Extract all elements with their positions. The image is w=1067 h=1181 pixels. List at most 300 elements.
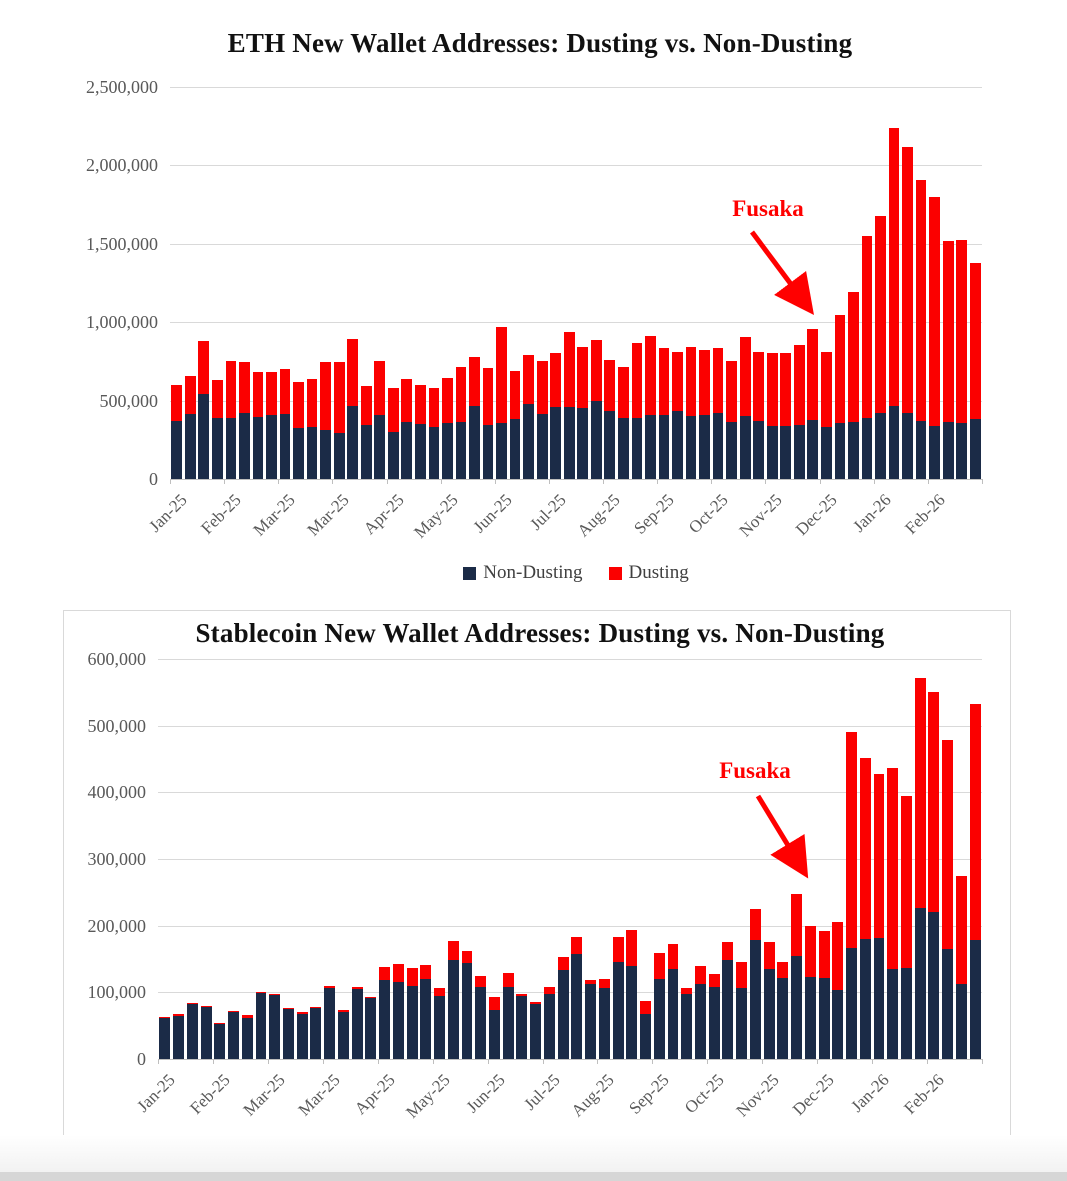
bar-segment-non-dusting bbox=[889, 406, 900, 479]
bar-segment-non-dusting bbox=[269, 994, 280, 1059]
x-tick-label: Mar-25 bbox=[303, 490, 354, 540]
bar-segment-dusting bbox=[253, 372, 264, 417]
x-tick-label: Jan-25 bbox=[133, 1070, 179, 1116]
bar-segment-non-dusting bbox=[956, 423, 967, 479]
bar-segment-dusting bbox=[942, 740, 953, 949]
bar-segment-non-dusting bbox=[722, 960, 733, 1059]
bar-segment-non-dusting bbox=[537, 414, 548, 479]
bar-segment-non-dusting bbox=[571, 954, 582, 1059]
bar-segment-non-dusting bbox=[434, 996, 445, 1059]
bar-segment-non-dusting bbox=[253, 417, 264, 479]
bar-segment-dusting bbox=[887, 768, 898, 969]
stablecoin-fusaka-arrow-icon bbox=[748, 790, 818, 885]
bar-segment-non-dusting bbox=[767, 426, 778, 479]
bar-segment-dusting bbox=[780, 353, 791, 427]
x-axis-line bbox=[170, 479, 982, 480]
bar-segment-non-dusting bbox=[159, 1018, 170, 1059]
x-tick-label: Jul-25 bbox=[526, 490, 570, 534]
bar-segment-non-dusting bbox=[187, 1004, 198, 1059]
bar-segment-dusting bbox=[407, 968, 418, 985]
bar-segment-dusting bbox=[821, 352, 832, 427]
bar-segment-dusting bbox=[503, 973, 514, 987]
bar-segment-dusting bbox=[415, 385, 426, 424]
bar-segment-non-dusting bbox=[239, 413, 250, 479]
bar-segment-dusting bbox=[297, 1012, 308, 1013]
bar-segment-non-dusting bbox=[489, 1010, 500, 1059]
stablecoin-chart-title: Stablecoin New Wallet Addresses: Dusting vs. Non-Dusting bbox=[195, 618, 885, 648]
bar-segment-dusting bbox=[239, 362, 250, 413]
y-tick-label: 500,000 bbox=[99, 390, 158, 411]
bar-segment-dusting bbox=[320, 362, 331, 430]
stablecoin-chart bbox=[0, 600, 1067, 1181]
x-tick-label: Nov-25 bbox=[736, 490, 787, 541]
bar-segment-dusting bbox=[791, 894, 802, 955]
x-axis-tick bbox=[874, 479, 875, 484]
bar-segment-non-dusting bbox=[226, 418, 237, 479]
bar-segment-non-dusting bbox=[835, 423, 846, 479]
bar-segment-non-dusting bbox=[794, 425, 805, 479]
bar-segment-non-dusting bbox=[401, 422, 412, 479]
bar-segment-non-dusting bbox=[293, 428, 304, 479]
x-tick-label: Jan-25 bbox=[145, 490, 191, 536]
bar-segment-non-dusting bbox=[374, 415, 385, 479]
x-tick-label: May-25 bbox=[409, 490, 462, 542]
bar-segment-dusting bbox=[187, 1003, 198, 1004]
bar-segment-non-dusting bbox=[750, 940, 761, 1059]
stablecoin-fusaka-annotation: Fusaka bbox=[719, 758, 791, 783]
bar-segment-dusting bbox=[171, 385, 182, 421]
bar-segment-non-dusting bbox=[448, 960, 459, 1059]
bar-segment-non-dusting bbox=[874, 938, 885, 1059]
bar-segment-non-dusting bbox=[753, 421, 764, 479]
bar-segment-non-dusting bbox=[887, 969, 898, 1059]
x-tick-label: Apr-25 bbox=[350, 1070, 399, 1119]
bar-segment-dusting bbox=[699, 350, 710, 415]
bar-segment-dusting bbox=[361, 386, 372, 424]
bar-segment-non-dusting bbox=[324, 988, 335, 1059]
bar-segment-non-dusting bbox=[659, 415, 670, 479]
bar-segment-non-dusting bbox=[736, 988, 747, 1059]
bar-segment-dusting bbox=[753, 352, 764, 421]
bar-segment-dusting bbox=[334, 362, 345, 433]
bar-segment-non-dusting bbox=[503, 987, 514, 1059]
bar-segment-dusting bbox=[530, 1002, 541, 1003]
bar-segment-dusting bbox=[686, 347, 697, 417]
bar-segment-dusting bbox=[293, 382, 304, 428]
bar-segment-dusting bbox=[726, 361, 737, 422]
bar-segment-non-dusting bbox=[699, 415, 710, 479]
bar-segment-non-dusting bbox=[901, 968, 912, 1059]
bar-segment-dusting bbox=[489, 997, 500, 1010]
x-tick-label: Feb-25 bbox=[186, 1070, 234, 1118]
bar-segment-dusting bbox=[374, 361, 385, 416]
bar-segment-dusting bbox=[889, 128, 900, 407]
bar-segment-non-dusting bbox=[821, 427, 832, 479]
bar-segment-non-dusting bbox=[645, 415, 656, 479]
bar-segment-dusting bbox=[672, 352, 683, 410]
bar-segment-dusting bbox=[722, 942, 733, 959]
bar-segment-non-dusting bbox=[695, 984, 706, 1059]
bar-segment-dusting bbox=[956, 876, 967, 984]
bar-segment-dusting bbox=[902, 147, 913, 414]
x-axis-tick bbox=[982, 1059, 983, 1064]
bar-segment-non-dusting bbox=[310, 1008, 321, 1059]
bar-segment-dusting bbox=[448, 941, 459, 960]
bar-segment-dusting bbox=[338, 1010, 349, 1012]
bar-segment-dusting bbox=[442, 378, 453, 423]
bar-segment-dusting bbox=[185, 376, 196, 414]
bar-segment-dusting bbox=[659, 348, 670, 415]
bar-segment-dusting bbox=[365, 997, 376, 998]
x-axis-tick bbox=[224, 479, 225, 484]
bar-segment-non-dusting bbox=[550, 407, 561, 479]
bar-segment-dusting bbox=[585, 980, 596, 984]
bar-segment-dusting bbox=[537, 361, 548, 414]
bar-segment-non-dusting bbox=[462, 963, 473, 1059]
bar-segment-dusting bbox=[654, 953, 665, 979]
gridline bbox=[170, 87, 982, 88]
eth-chart-title: ETH New Wallet Addresses: Dusting vs. Non-Dusting bbox=[227, 28, 853, 58]
bar-segment-non-dusting bbox=[483, 425, 494, 479]
bar-segment-non-dusting bbox=[807, 420, 818, 479]
x-tick-label: Jul-25 bbox=[519, 1070, 564, 1114]
bar-segment-dusting bbox=[429, 388, 440, 427]
x-tick-label: Feb-25 bbox=[197, 490, 245, 538]
bar-segment-non-dusting bbox=[713, 413, 724, 479]
bar-segment-non-dusting bbox=[613, 962, 624, 1059]
x-tick-label: Jan-26 bbox=[847, 1070, 893, 1116]
bar-segment-dusting bbox=[283, 1008, 294, 1009]
gridline bbox=[170, 401, 982, 402]
bar-segment-dusting bbox=[434, 988, 445, 996]
gridline bbox=[158, 726, 982, 727]
bar-segment-non-dusting bbox=[777, 978, 788, 1059]
gridline bbox=[170, 322, 982, 323]
x-axis-tick bbox=[597, 1059, 598, 1064]
bar-segment-non-dusting bbox=[780, 426, 791, 479]
bar-segment-dusting bbox=[709, 974, 720, 987]
y-tick-label: 2,500,000 bbox=[86, 77, 158, 97]
bar-segment-non-dusting bbox=[558, 970, 569, 1059]
eth-legend-label-non-dusting: Non-Dusting bbox=[483, 562, 583, 583]
bar-segment-non-dusting bbox=[832, 990, 843, 1059]
eth-legend bbox=[170, 562, 982, 584]
bar-segment-non-dusting bbox=[420, 979, 431, 1059]
bar-segment-dusting bbox=[475, 976, 486, 987]
gridline bbox=[158, 992, 982, 993]
bar-segment-non-dusting bbox=[709, 987, 720, 1059]
bar-segment-non-dusting bbox=[681, 994, 692, 1059]
gridline bbox=[158, 859, 982, 860]
bar-segment-dusting bbox=[740, 337, 751, 416]
bar-segment-dusting bbox=[420, 965, 431, 979]
bar-segment-non-dusting bbox=[544, 994, 555, 1059]
bar-segment-dusting bbox=[201, 1006, 212, 1007]
bar-segment-non-dusting bbox=[365, 998, 376, 1059]
bar-segment-dusting bbox=[523, 355, 534, 404]
bar-segment-dusting bbox=[777, 962, 788, 978]
bar-segment-dusting bbox=[681, 988, 692, 993]
bar-segment-non-dusting bbox=[228, 1012, 239, 1059]
page-bottom-strip bbox=[0, 1172, 1067, 1181]
bar-segment-non-dusting bbox=[916, 421, 927, 479]
bar-segment-dusting bbox=[846, 732, 857, 948]
bar-segment-non-dusting bbox=[173, 1016, 184, 1059]
eth-legend-item-non-dusting bbox=[463, 562, 582, 584]
bar-segment-dusting bbox=[848, 292, 859, 423]
x-axis-tick bbox=[543, 1059, 544, 1064]
bar-segment-dusting bbox=[928, 692, 939, 911]
bar-segment-non-dusting bbox=[307, 427, 318, 479]
bar-segment-non-dusting bbox=[764, 969, 775, 1059]
x-axis-tick bbox=[928, 479, 929, 484]
bar-segment-dusting bbox=[929, 197, 940, 426]
bar-segment-dusting bbox=[266, 372, 277, 416]
bar-segment-non-dusting bbox=[516, 996, 527, 1059]
x-axis-tick bbox=[268, 1059, 269, 1064]
bar-segment-dusting bbox=[159, 1017, 170, 1018]
bar-segment-dusting bbox=[280, 369, 291, 414]
x-tick-label: Feb-26 bbox=[900, 1070, 948, 1118]
bar-segment-dusting bbox=[214, 1023, 225, 1024]
bar-segment-dusting bbox=[599, 979, 610, 988]
bar-segment-non-dusting bbox=[415, 424, 426, 479]
bar-segment-dusting bbox=[632, 343, 643, 418]
bar-segment-non-dusting bbox=[604, 411, 615, 479]
x-axis-tick bbox=[495, 479, 496, 484]
x-axis-tick bbox=[657, 479, 658, 484]
bar-segment-dusting bbox=[352, 987, 363, 989]
bar-segment-non-dusting bbox=[185, 414, 196, 479]
x-axis-tick bbox=[549, 479, 550, 484]
bar-segment-non-dusting bbox=[379, 980, 390, 1059]
bar-segment-dusting bbox=[874, 774, 885, 938]
bar-segment-non-dusting bbox=[242, 1018, 253, 1059]
bar-segment-dusting bbox=[860, 758, 871, 939]
bar-segment-dusting bbox=[379, 967, 390, 980]
bar-segment-dusting bbox=[173, 1014, 184, 1016]
bar-segment-non-dusting bbox=[393, 982, 404, 1059]
gridline bbox=[158, 659, 982, 660]
bar-segment-dusting bbox=[388, 388, 399, 432]
bar-segment-dusting bbox=[462, 951, 473, 963]
x-axis-tick bbox=[158, 1059, 159, 1064]
x-tick-label: Feb-26 bbox=[901, 490, 949, 538]
x-axis-tick bbox=[170, 479, 171, 484]
bar-segment-non-dusting bbox=[591, 401, 602, 479]
bar-segment-dusting bbox=[347, 339, 358, 406]
bar-segment-non-dusting bbox=[672, 411, 683, 479]
bar-segment-non-dusting bbox=[860, 939, 871, 1059]
bar-segment-dusting bbox=[544, 987, 555, 994]
eth-legend-item-dusting bbox=[609, 562, 689, 584]
bar-segment-dusting bbox=[970, 263, 981, 419]
bar-segment-non-dusting bbox=[805, 977, 816, 1059]
x-tick-label: Sep-25 bbox=[625, 1070, 674, 1118]
eth-fusaka-annotation: Fusaka bbox=[732, 196, 804, 221]
bar-segment-dusting bbox=[324, 986, 335, 988]
y-tick-label: 100,000 bbox=[87, 982, 146, 1003]
bar-segment-non-dusting bbox=[429, 427, 440, 479]
bar-segment-dusting bbox=[469, 357, 480, 406]
bar-segment-non-dusting bbox=[496, 423, 507, 479]
bar-segment-dusting bbox=[645, 336, 656, 415]
gridline bbox=[170, 165, 982, 166]
bar-segment-non-dusting bbox=[585, 984, 596, 1059]
x-axis-tick bbox=[762, 1059, 763, 1064]
x-axis-tick bbox=[603, 479, 604, 484]
bar-segment-dusting bbox=[226, 361, 237, 417]
bar-segment-dusting bbox=[510, 371, 521, 419]
x-axis-tick bbox=[213, 1059, 214, 1064]
x-axis-tick bbox=[278, 479, 279, 484]
bar-segment-non-dusting bbox=[297, 1014, 308, 1059]
bar-segment-dusting bbox=[970, 704, 981, 939]
x-tick-label: Jan-26 bbox=[848, 490, 895, 536]
x-axis-tick bbox=[817, 1059, 818, 1064]
bar-segment-non-dusting bbox=[848, 422, 859, 479]
bar-segment-dusting bbox=[564, 332, 575, 408]
y-tick-label: 500,000 bbox=[87, 715, 146, 736]
y-tick-label: 2,000,000 bbox=[86, 155, 158, 176]
bar-segment-non-dusting bbox=[256, 993, 267, 1059]
x-axis-tick bbox=[820, 479, 821, 484]
page-bottom-fade bbox=[0, 1135, 1067, 1172]
bar-segment-non-dusting bbox=[407, 986, 418, 1059]
bar-segment-non-dusting bbox=[469, 406, 480, 479]
bar-segment-dusting bbox=[713, 348, 724, 414]
bar-segment-dusting bbox=[198, 341, 209, 394]
x-axis-line bbox=[158, 1059, 982, 1060]
gridline bbox=[158, 792, 982, 793]
bar-segment-dusting bbox=[456, 367, 467, 422]
bar-segment-non-dusting bbox=[928, 912, 939, 1059]
bar-segment-non-dusting bbox=[943, 422, 954, 479]
bar-segment-non-dusting bbox=[171, 421, 182, 479]
bar-segment-dusting bbox=[835, 315, 846, 423]
y-tick-label: 600,000 bbox=[87, 649, 146, 669]
bar-segment-non-dusting bbox=[283, 1009, 294, 1059]
bar-segment-non-dusting bbox=[640, 1014, 651, 1059]
bar-segment-non-dusting bbox=[388, 432, 399, 479]
bar-segment-dusting bbox=[558, 957, 569, 970]
bar-segment-non-dusting bbox=[320, 430, 331, 479]
bar-segment-non-dusting bbox=[201, 1007, 212, 1059]
bar-segment-dusting bbox=[668, 944, 679, 969]
bar-segment-dusting bbox=[393, 964, 404, 983]
bar-segment-dusting bbox=[901, 796, 912, 968]
bar-segment-non-dusting bbox=[475, 987, 486, 1059]
x-tick-label: Apr-25 bbox=[359, 490, 408, 539]
x-tick-label: Nov-25 bbox=[732, 1070, 783, 1121]
x-tick-label: Sep-25 bbox=[630, 490, 678, 538]
y-tick-label: 0 bbox=[149, 469, 158, 489]
bar-segment-non-dusting bbox=[791, 956, 802, 1059]
eth-fusaka-arrow-icon bbox=[740, 225, 830, 325]
x-tick-label: Jun-25 bbox=[462, 1070, 509, 1117]
bar-segment-non-dusting bbox=[626, 966, 637, 1059]
bar-segment-non-dusting bbox=[530, 1004, 541, 1059]
bar-segment-non-dusting bbox=[198, 394, 209, 479]
x-axis-tick bbox=[872, 1059, 873, 1064]
bar-segment-dusting bbox=[819, 931, 830, 978]
bar-segment-dusting bbox=[604, 360, 615, 410]
bar-segment-dusting bbox=[483, 368, 494, 424]
bar-segment-non-dusting bbox=[632, 418, 643, 479]
bar-segment-dusting bbox=[613, 937, 624, 962]
bar-segment-non-dusting bbox=[214, 1024, 225, 1059]
bar-segment-non-dusting bbox=[846, 948, 857, 1059]
bar-segment-dusting bbox=[862, 236, 873, 418]
bar-segment-non-dusting bbox=[456, 422, 467, 479]
bar-segment-non-dusting bbox=[915, 908, 926, 1059]
bar-segment-non-dusting bbox=[564, 407, 575, 479]
bar-segment-dusting bbox=[401, 379, 412, 421]
bar-segment-dusting bbox=[916, 180, 927, 421]
bar-segment-dusting bbox=[767, 353, 778, 427]
bar-segment-non-dusting bbox=[352, 989, 363, 1059]
x-tick-label: Jun-25 bbox=[469, 490, 516, 537]
x-axis-tick bbox=[387, 479, 388, 484]
bar-segment-non-dusting bbox=[970, 419, 981, 479]
bar-segment-non-dusting bbox=[902, 413, 913, 479]
bar-segment-dusting bbox=[832, 922, 843, 990]
bar-segment-non-dusting bbox=[929, 426, 940, 479]
x-axis-tick bbox=[488, 1059, 489, 1064]
x-axis-tick bbox=[927, 1059, 928, 1064]
x-axis-tick bbox=[323, 1059, 324, 1064]
y-tick-label: 0 bbox=[137, 1049, 146, 1069]
bar-segment-non-dusting bbox=[618, 418, 629, 479]
y-tick-label: 1,000,000 bbox=[86, 312, 158, 333]
bar-segment-non-dusting bbox=[819, 978, 830, 1059]
x-axis-tick bbox=[982, 479, 983, 484]
bar-segment-non-dusting bbox=[970, 940, 981, 1059]
bar-segment-dusting bbox=[943, 241, 954, 423]
bar-segment-dusting bbox=[695, 966, 706, 984]
bar-segment-non-dusting bbox=[686, 416, 697, 479]
bar-segment-dusting bbox=[618, 367, 629, 418]
y-tick-label: 300,000 bbox=[87, 849, 146, 869]
x-axis-tick bbox=[711, 479, 712, 484]
bar-segment-non-dusting bbox=[875, 413, 886, 479]
bar-segment-non-dusting bbox=[347, 406, 358, 479]
bar-segment-dusting bbox=[256, 992, 267, 993]
bar-segment-dusting bbox=[764, 942, 775, 969]
bar-segment-dusting bbox=[310, 1007, 321, 1008]
x-axis-tick bbox=[433, 1059, 434, 1064]
gridline bbox=[170, 244, 982, 245]
bar-segment-dusting bbox=[915, 678, 926, 909]
x-axis-tick bbox=[378, 1059, 379, 1064]
bar-segment-dusting bbox=[807, 329, 818, 420]
bar-segment-dusting bbox=[640, 1001, 651, 1014]
x-tick-label: Aug-25 bbox=[573, 490, 624, 541]
x-tick-label: Dec-25 bbox=[789, 1070, 838, 1120]
bar-segment-non-dusting bbox=[577, 408, 588, 479]
bar-segment-non-dusting bbox=[862, 418, 873, 479]
eth-legend-label-dusting: Dusting bbox=[628, 562, 689, 583]
bar-segment-dusting bbox=[577, 347, 588, 408]
bar-segment-dusting bbox=[626, 930, 637, 966]
bar-segment-non-dusting bbox=[654, 979, 665, 1059]
bar-segment-non-dusting bbox=[361, 425, 372, 479]
bar-segment-non-dusting bbox=[599, 988, 610, 1059]
bar-segment-non-dusting bbox=[212, 418, 223, 479]
bar-segment-non-dusting bbox=[523, 404, 534, 479]
y-tick-label: 400,000 bbox=[87, 782, 146, 803]
x-tick-label: Mar-25 bbox=[249, 490, 299, 540]
